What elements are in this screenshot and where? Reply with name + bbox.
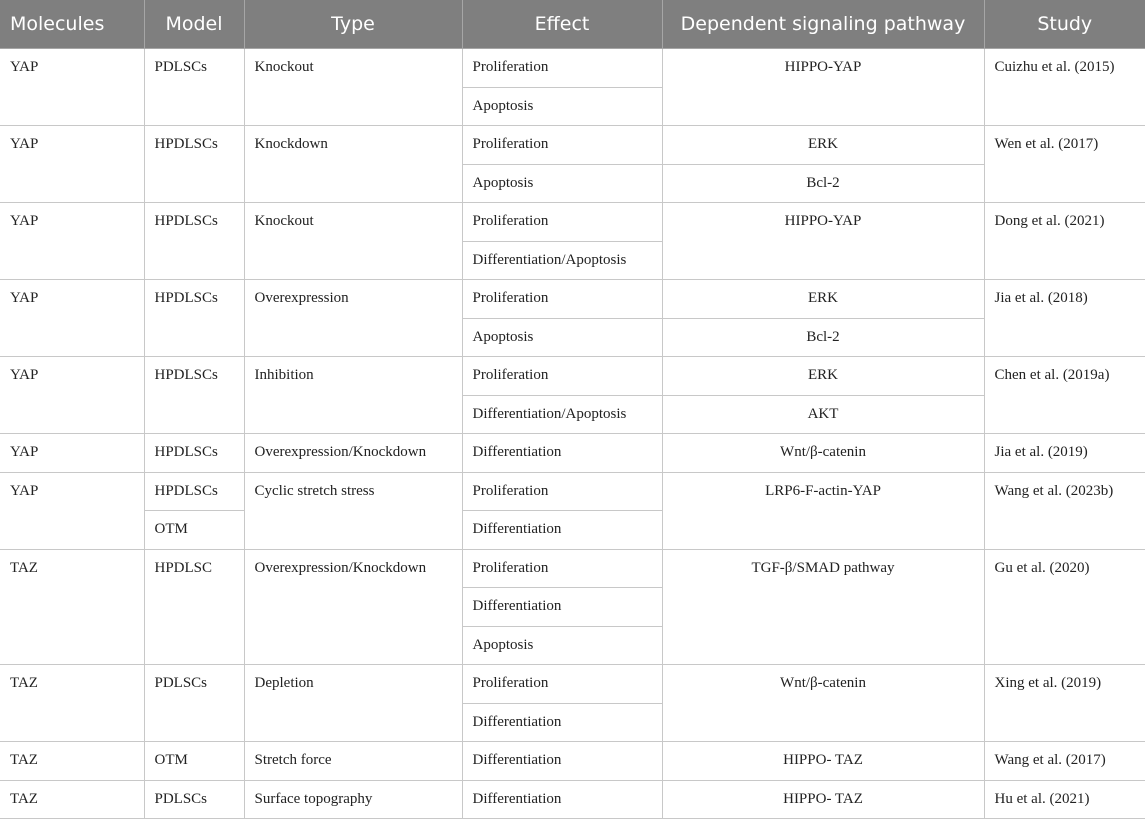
cell-molecule: TAZ [0,742,144,781]
cell-effect: Proliferation [462,472,662,511]
cell-pathway: LRP6-F-actin-YAP [662,472,984,549]
cell-effect: Proliferation [462,357,662,396]
cell-model: HPDLSC [144,549,244,665]
cell-molecule: YAP [0,472,144,549]
cell-type: Surface topography [244,780,462,819]
cell-effect: Proliferation [462,203,662,242]
cell-molecule: YAP [0,49,144,126]
cell-type: Knockout [244,49,462,126]
cell-type: Knockout [244,203,462,280]
cell-type: Inhibition [244,357,462,434]
cell-pathway: Wnt/β-catenin [662,434,984,473]
header-study: Study [984,0,1145,49]
cell-effect: Differentiation/Apoptosis [462,241,662,280]
cell-type: Overexpression/Knockdown [244,549,462,665]
table-row [0,357,1145,396]
cell-effect: Proliferation [462,49,662,88]
cell-model: HPDLSCs [144,472,244,511]
cell-effect: Differentiation [462,511,662,550]
cell-effect: Differentiation [462,588,662,627]
cell-study: Jia et al. (2018) [984,280,1145,357]
cell-study: Chen et al. (2019a) [984,357,1145,434]
cell-model: PDLSCs [144,665,244,742]
cell-pathway: ERK [662,280,984,319]
cell-type: Knockdown [244,126,462,203]
table-row [0,472,1145,511]
cell-model: HPDLSCs [144,280,244,357]
header-type: Type [244,0,462,49]
header-pathway: Dependent signaling pathway [662,0,984,49]
cell-effect: Apoptosis [462,318,662,357]
table-row [0,742,1145,781]
cell-effect: Apoptosis [462,87,662,126]
table-row [0,434,1145,473]
header-molecules: Molecules [0,0,144,49]
cell-study: Wen et al. (2017) [984,126,1145,203]
cell-pathway: AKT [662,395,984,434]
cell-model: HPDLSCs [144,357,244,434]
cell-model: OTM [144,742,244,781]
cell-type: Overexpression/Knockdown [244,434,462,473]
cell-model: PDLSCs [144,780,244,819]
cell-model: OTM [144,511,244,550]
cell-molecule: TAZ [0,780,144,819]
cell-molecule: YAP [0,434,144,473]
cell-study: Xing et al. (2019) [984,665,1145,742]
cell-molecule: YAP [0,280,144,357]
cell-pathway: Wnt/β-catenin [662,665,984,742]
table-row [0,203,1145,242]
header-effect: Effect [462,0,662,49]
table-row [0,549,1145,588]
cell-pathway: HIPPO-YAP [662,203,984,280]
cell-study: Wang et al. (2023b) [984,472,1145,549]
table-row [0,280,1145,319]
table-row [0,780,1145,819]
cell-effect: Proliferation [462,280,662,319]
table-row [0,49,1145,88]
cell-molecule: YAP [0,203,144,280]
cell-study: Wang et al. (2017) [984,742,1145,781]
table-row [0,126,1145,165]
cell-model: HPDLSCs [144,203,244,280]
cell-type: Cyclic stretch stress [244,472,462,549]
cell-type: Depletion [244,665,462,742]
cell-effect: Proliferation [462,549,662,588]
cell-molecule: TAZ [0,549,144,665]
cell-pathway: ERK [662,126,984,165]
cell-effect: Apoptosis [462,164,662,203]
cell-effect: Differentiation/Apoptosis [462,395,662,434]
cell-effect: Proliferation [462,126,662,165]
cell-molecule: TAZ [0,665,144,742]
cell-type: Overexpression [244,280,462,357]
cell-study: Gu et al. (2020) [984,549,1145,665]
cell-study: Cuizhu et al. (2015) [984,49,1145,126]
cell-study: Jia et al. (2019) [984,434,1145,473]
cell-effect: Proliferation [462,665,662,704]
cell-effect: Differentiation [462,742,662,781]
cell-pathway: ERK [662,357,984,396]
cell-study: Hu et al. (2021) [984,780,1145,819]
cell-molecule: YAP [0,357,144,434]
table-row [0,665,1145,704]
cell-type: Stretch force [244,742,462,781]
cell-pathway: TGF-β/SMAD pathway [662,549,984,665]
cell-effect: Apoptosis [462,626,662,665]
cell-effect: Differentiation [462,780,662,819]
cell-model: HPDLSCs [144,126,244,203]
cell-molecule: YAP [0,126,144,203]
cell-model: HPDLSCs [144,434,244,473]
cell-model: PDLSCs [144,49,244,126]
cell-pathway: Bcl-2 [662,318,984,357]
header-row [0,0,1145,49]
cell-effect: Differentiation [462,434,662,473]
cell-pathway: Bcl-2 [662,164,984,203]
cell-pathway: HIPPO-YAP [662,49,984,126]
cell-pathway: HIPPO- TAZ [662,780,984,819]
cell-study: Dong et al. (2021) [984,203,1145,280]
cell-pathway: HIPPO- TAZ [662,742,984,781]
header-model: Model [144,0,244,49]
cell-effect: Differentiation [462,703,662,742]
